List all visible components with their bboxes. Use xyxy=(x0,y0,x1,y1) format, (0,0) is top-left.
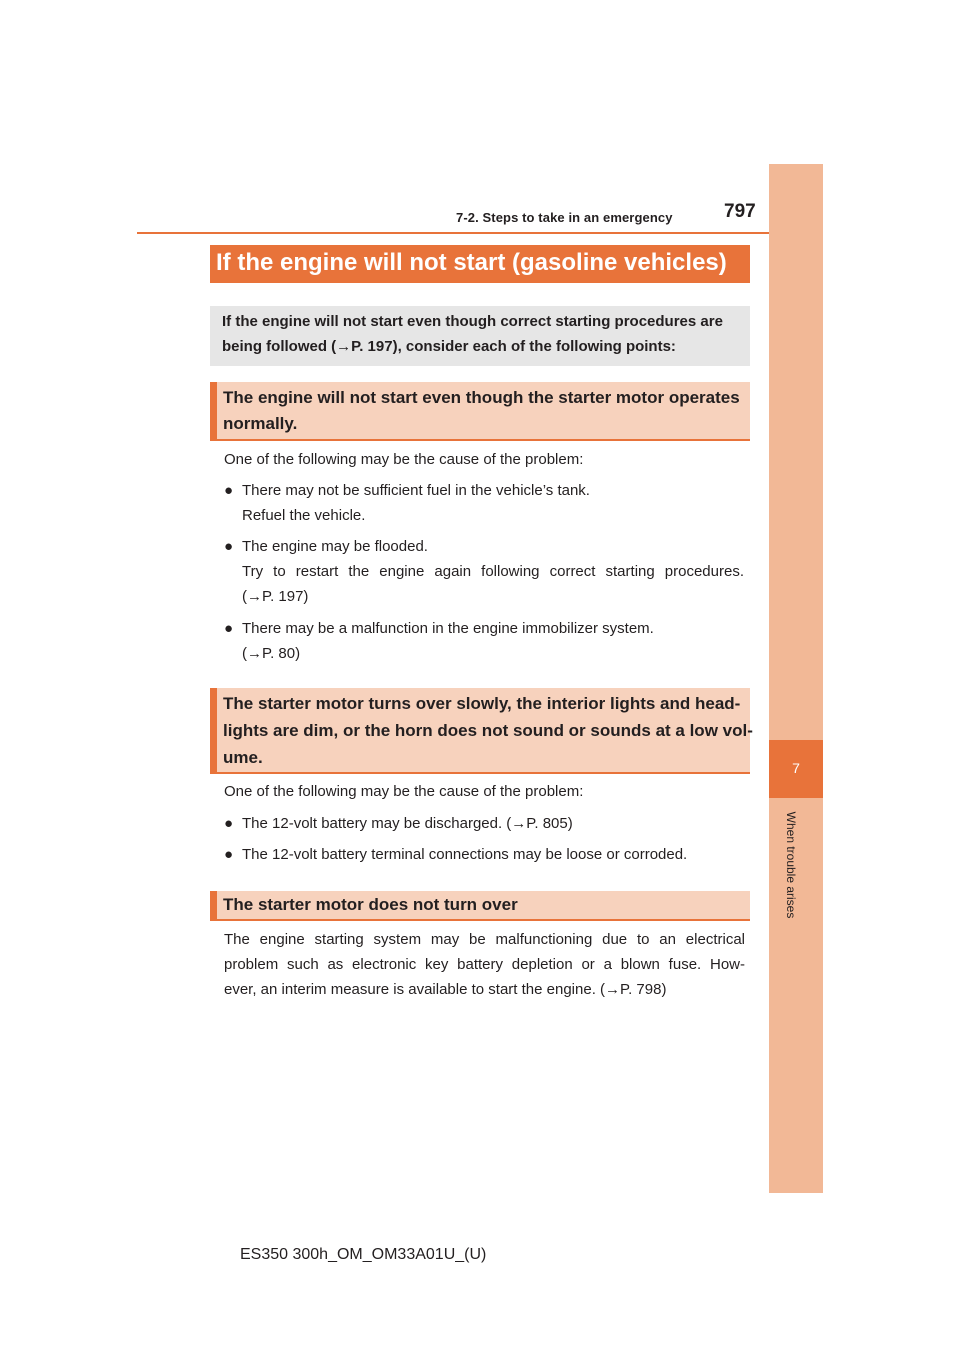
section-label: 7-2. Steps to take in an emergency xyxy=(456,210,673,225)
subheading-line: The starter motor turns over slowly, the interior lights and head- xyxy=(223,694,741,713)
bullet-text: Try to restart the engine again following correct starting procedures. xyxy=(242,563,744,580)
bullet-text: There may be a malfunction in the engine immobilizer system. xyxy=(242,620,654,637)
body-text: ever, an interim measure is available to start the engine. (→P. 798) xyxy=(224,981,667,998)
subheading-line: The starter motor does not turn over xyxy=(223,895,518,914)
chapter-number: 7 xyxy=(792,760,800,776)
document-code: ES350 300h_OM_OM33A01U_(U) xyxy=(240,1246,487,1263)
body-text: problem such as electronic key battery depletion or a blown fuse. How- xyxy=(224,956,745,973)
bullet-text: The 12-volt battery may be discharged. (→P. 805) xyxy=(242,815,573,832)
bullet-text: There may not be sufficient fuel in the vehicle’s tank. xyxy=(242,482,590,499)
subheading-accent-bar xyxy=(210,891,217,921)
body-text: The engine starting system may be malfunctioning due to an electrical xyxy=(224,931,745,948)
bullet-text: The 12-volt battery terminal connections may be loose or corroded. xyxy=(242,846,688,863)
subheading-line: The engine will not start even though the starter motor operates xyxy=(223,388,740,407)
lead-text: One of the following may be the cause of the problem: xyxy=(224,451,584,468)
subheading-accent-bar xyxy=(210,688,217,774)
chapter-side-tab[interactable] xyxy=(769,164,823,1193)
intro-line: being followed (→P. 197), consider each of the following points: xyxy=(222,338,676,355)
page-reference-link[interactable]: (→P. 80) xyxy=(242,645,301,662)
lead-text: One of the following may be the cause of the problem: xyxy=(224,783,584,800)
bullet-text: The engine may be flooded. xyxy=(242,538,428,555)
header-rule xyxy=(137,232,823,234)
chapter-title: When trouble arises xyxy=(784,811,798,919)
bullet-icon: ● xyxy=(224,620,234,637)
bullet-icon: ● xyxy=(224,482,234,499)
bullet-icon: ● xyxy=(224,815,234,832)
bullet-icon: ● xyxy=(224,538,234,555)
bullet-text: Refuel the vehicle. xyxy=(242,507,366,524)
page-number: 797 xyxy=(724,201,756,222)
intro-line: If the engine will not start even though correct starting procedures are xyxy=(222,313,723,330)
subheading-line: lights are dim, or the horn does not sound or sounds at a low vol- xyxy=(223,721,753,740)
page-title: If the engine will not start (gasoline vehicles) xyxy=(216,249,727,276)
subheading-line: ume. xyxy=(223,748,263,767)
subheading-line: normally. xyxy=(223,414,298,433)
subheading-accent-bar xyxy=(210,382,217,441)
bullet-icon: ● xyxy=(224,846,234,863)
page-reference-link[interactable]: (→P. 197) xyxy=(242,588,309,605)
